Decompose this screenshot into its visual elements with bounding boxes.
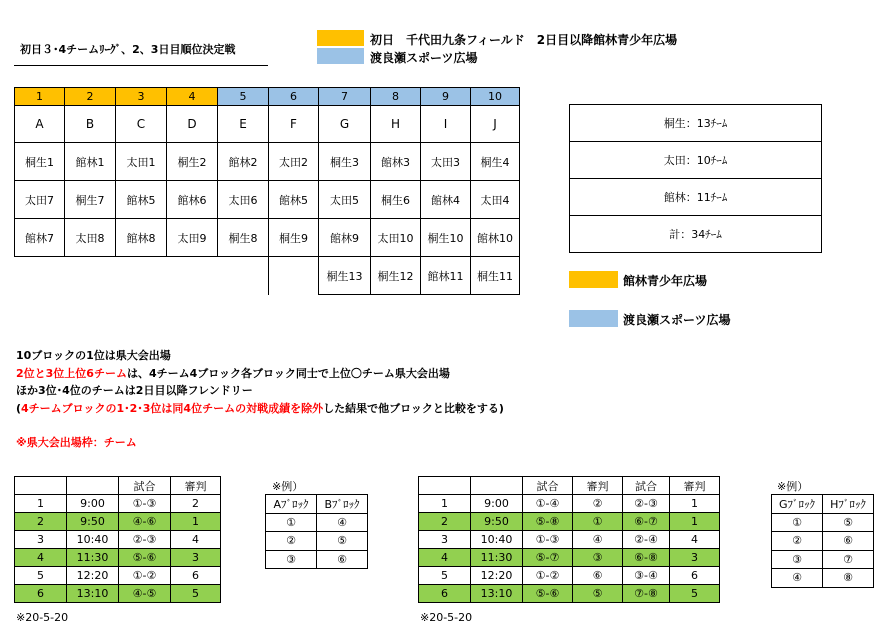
title-underline — [14, 65, 268, 66]
block-letter-row — [15, 106, 520, 143]
example-caption-left: ※例） — [272, 480, 304, 493]
team-cell: 館林8 — [116, 219, 167, 257]
team-cell: 太田10 — [371, 219, 421, 257]
block-letter: J — [471, 106, 520, 143]
team-cell: 館林10 — [471, 219, 520, 257]
team-row — [15, 219, 520, 257]
table-row: 5 12:20 ①-② 6 — [15, 567, 221, 585]
block-number: 4 — [167, 88, 218, 106]
legend-text-yellow-2: 館林青少年広場 — [623, 274, 708, 288]
legend-swatch-blue — [317, 48, 364, 64]
team-cell: 桐生8 — [218, 219, 269, 257]
page-title: 初日３･4チームﾘｰｸﾞ、2、3日目順位決定戦 — [20, 43, 236, 56]
team-cell: 館林4 — [421, 181, 471, 219]
block-number: 2 — [65, 88, 116, 106]
team-cell: 桐生4 — [471, 143, 520, 181]
team-row-extra — [15, 257, 520, 295]
table-row: 5 12:20 ①-② ⑥ ③-④ 6 — [419, 567, 720, 585]
block-letter: H — [371, 106, 421, 143]
team-cell: 館林7 — [15, 219, 65, 257]
team-cell: 桐生2 — [167, 143, 218, 181]
team-cell: 桐生9 — [269, 219, 319, 257]
team-cell: 桐生13 — [319, 257, 371, 295]
table-row: 3 10:40 ①-③ ④ ②-④ 4 — [419, 531, 720, 549]
team-cell: 太田6 — [218, 181, 269, 219]
empty-cell — [167, 257, 218, 295]
quota-note: ※県大会出場枠：チーム — [16, 436, 137, 449]
table-row: 1 9:00 ①-③ 2 — [15, 495, 221, 513]
team-cell: 館林3 — [371, 143, 421, 181]
note-line-1: 10ブロックの1位は県大会出場 — [16, 349, 171, 362]
legend-text-blue-2: 渡良瀬スポーツ広場 — [623, 313, 731, 327]
table-row: 2 9:50 ④-⑥ 1 — [15, 513, 221, 531]
count-太田: 太田：10ﾁｰﾑ — [570, 142, 822, 179]
block-letter: F — [269, 106, 319, 143]
team-cell: 桐生12 — [371, 257, 421, 295]
legend-text-blue: 渡良瀬スポーツ広場 — [370, 51, 478, 65]
footnote-right: ※20-5-20 — [420, 611, 473, 624]
team-cell: 桐生11 — [471, 257, 520, 295]
block-number: 1 — [15, 88, 65, 106]
team-row — [15, 181, 520, 219]
team-cell: 館林11 — [421, 257, 471, 295]
empty-cell — [15, 257, 65, 295]
note-line-3: ほか3位･4位のチームは2日目以降フレンドリー — [16, 384, 253, 397]
team-cell: 太田4 — [471, 181, 520, 219]
block-number: 7 — [319, 88, 371, 106]
example-table-left: Aﾌﾞﾛｯｸ Bﾌﾞﾛｯｸ ① ④ ② ⑤ ③ ⑥ — [265, 494, 368, 569]
legend-swatch-yellow — [317, 30, 364, 46]
note-line-4: (4チームブロックの1･2･3位は同4位チームの対戦成績を除外した結果で他ブロックと比較をする) — [16, 401, 504, 415]
empty-cell — [65, 257, 116, 295]
footnote-left: ※20-5-20 — [16, 611, 69, 624]
team-count-table — [569, 104, 822, 253]
example-caption-right: ※例） — [777, 480, 809, 493]
table-row: 4 11:30 ⑤-⑥ 3 — [15, 549, 221, 567]
block-number: 9 — [421, 88, 471, 106]
team-cell: 太田5 — [319, 181, 371, 219]
empty-cell — [269, 257, 319, 295]
team-cell: 桐生3 — [319, 143, 371, 181]
team-cell: 太田1 — [116, 143, 167, 181]
empty-cell — [218, 257, 269, 295]
team-cell: 太田3 — [421, 143, 471, 181]
team-cell: 太田8 — [65, 219, 116, 257]
table-row: 1 9:00 ①-④ ② ②-③ 1 — [419, 495, 720, 513]
block-letter: A — [15, 106, 65, 143]
count-total: 計：34ﾁｰﾑ — [570, 216, 822, 253]
block-letter: E — [218, 106, 269, 143]
team-cell: 館林2 — [218, 143, 269, 181]
team-cell: 太田9 — [167, 219, 218, 257]
team-cell: 桐生1 — [15, 143, 65, 181]
block-letter: D — [167, 106, 218, 143]
team-cell: 太田2 — [269, 143, 319, 181]
legend-swatch-blue-2 — [569, 310, 618, 327]
table-row: 2 9:50 ⑤-⑧ ① ⑥-⑦ 1 — [419, 513, 720, 531]
team-row — [15, 143, 520, 181]
block-number: 3 — [116, 88, 167, 106]
block-number: 5 — [218, 88, 269, 106]
team-cell: 桐生7 — [65, 181, 116, 219]
header-match: 試合 — [119, 477, 171, 495]
example-table-right: Gﾌﾞﾛｯｸ Hﾌﾞﾛｯｸ ① ⑤ ② ⑥ ③ ⑦ ④ ⑧ — [771, 494, 874, 588]
note-line-2: 2位と3位上位6チームは、4チーム4ブロック各ブロック同士で上位〇チーム県大会出場 — [16, 366, 450, 380]
block-letter: C — [116, 106, 167, 143]
team-cell: 館林9 — [319, 219, 371, 257]
block-number: 6 — [269, 88, 319, 106]
team-cell: 館林5 — [269, 181, 319, 219]
schedule-left — [14, 476, 221, 603]
team-cell: 館林6 — [167, 181, 218, 219]
empty-cell — [116, 257, 167, 295]
block-letter: B — [65, 106, 116, 143]
team-cell: 館林5 — [116, 181, 167, 219]
block-table — [14, 87, 520, 295]
table-row: 3 10:40 ②-③ 4 — [15, 531, 221, 549]
table-row: 4 11:30 ⑤-⑦ ③ ⑥-⑧ 3 — [419, 549, 720, 567]
team-cell: 桐生10 — [421, 219, 471, 257]
team-cell: 太田7 — [15, 181, 65, 219]
header-referee: 審判 — [171, 477, 221, 495]
block-letter: G — [319, 106, 371, 143]
block-number: 10 — [471, 88, 520, 106]
team-cell: 桐生6 — [371, 181, 421, 219]
rules-notes — [16, 347, 504, 452]
count-館林: 館林：11ﾁｰﾑ — [570, 179, 822, 216]
schedule-right: 試合 審判 試合 審判 1 9:00 ①-④ ② ②-③ 1 2 9:50 ⑤-⑧ ① ⑥-⑦ 1 3 10:40 ①-③ ④ ②-④ 4 4 11:30 ⑤-⑦ ③ ⑥-⑧ 3 5 12:20 ①-② ⑥ ③-④ 6 6 13:10 ⑤-⑥ ⑤ ⑦-⑧ 5 — [418, 476, 720, 603]
block-letter: I — [421, 106, 471, 143]
table-row: 6 13:10 ④-⑤ 5 — [15, 585, 221, 603]
legend-text-yellow: 初日 千代田九条フィールド 2日目以降館林青少年広場 — [370, 33, 678, 47]
table-row: 6 13:10 ⑤-⑥ ⑤ ⑦-⑧ 5 — [419, 585, 720, 603]
block-number-row — [15, 88, 520, 106]
count-桐生: 桐生：13ﾁｰﾑ — [570, 105, 822, 142]
team-cell: 館林1 — [65, 143, 116, 181]
block-number: 8 — [371, 88, 421, 106]
legend-swatch-yellow-2 — [569, 271, 618, 288]
